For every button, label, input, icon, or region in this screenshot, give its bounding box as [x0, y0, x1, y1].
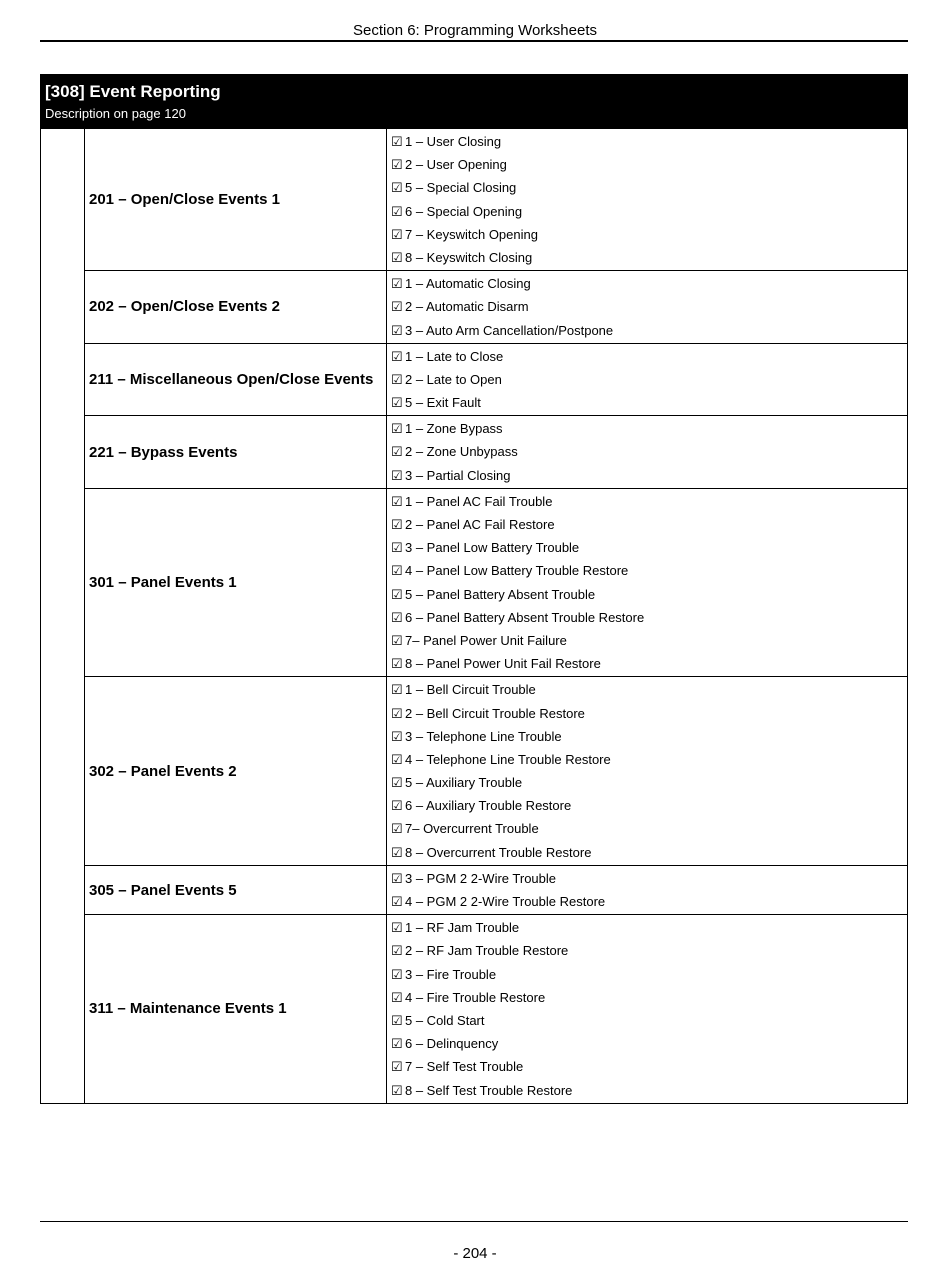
event-option-label: 1 – Automatic Closing — [405, 276, 531, 292]
event-option — [387, 176, 907, 199]
event-option-label: 2 – Late to Open — [405, 371, 502, 387]
checked-box-icon[interactable]: ☑ — [391, 775, 403, 791]
footer-divider — [40, 1221, 908, 1222]
event-option — [387, 841, 907, 864]
event-option — [387, 223, 907, 246]
event-option — [387, 939, 907, 962]
event-group-label: 201 – Open/Close Events 1 — [85, 129, 387, 271]
checked-box-icon[interactable]: ☑ — [391, 1059, 403, 1075]
event-option — [387, 130, 907, 153]
event-options-cell — [387, 488, 908, 677]
event-option-label: 2 – User Opening — [405, 157, 507, 173]
checked-box-icon[interactable]: ☑ — [391, 728, 403, 744]
event-option — [387, 1055, 907, 1078]
event-option — [387, 748, 907, 771]
event-option — [387, 345, 907, 368]
event-option — [387, 200, 907, 223]
event-group-row — [41, 271, 908, 344]
event-option-label: 7– Panel Power Unit Failure — [405, 632, 567, 648]
checked-box-icon[interactable]: ☑ — [391, 1036, 403, 1052]
event-option — [387, 916, 907, 939]
checked-box-icon[interactable]: ☑ — [391, 966, 403, 982]
checked-box-icon[interactable]: ☑ — [391, 276, 403, 292]
event-option-label: 6 – Delinquency — [405, 1036, 499, 1052]
checked-box-icon[interactable]: ☑ — [391, 348, 403, 364]
event-option — [387, 1079, 907, 1102]
event-group-row — [41, 865, 908, 914]
checked-box-icon[interactable]: ☑ — [391, 540, 403, 556]
checked-box-icon[interactable]: ☑ — [391, 421, 403, 437]
event-group-label: 302 – Panel Events 2 — [85, 677, 387, 866]
event-option — [387, 1032, 907, 1055]
header-divider — [40, 40, 908, 42]
checked-box-icon[interactable]: ☑ — [391, 299, 403, 315]
event-option-label: 8 – Panel Power Unit Fail Restore — [405, 656, 601, 672]
event-option-label: 3 – Partial Closing — [405, 467, 511, 483]
page-number: - 204 - — [453, 1245, 497, 1262]
event-option-label: 6 – Panel Battery Absent Trouble Restore — [405, 609, 645, 625]
event-options-cell — [387, 677, 908, 866]
event-option — [387, 246, 907, 269]
checked-box-icon[interactable]: ☑ — [391, 1012, 403, 1028]
event-option-label: 5 – Panel Battery Absent Trouble — [405, 586, 596, 602]
event-group-row — [41, 129, 908, 271]
checked-box-icon[interactable]: ☑ — [391, 844, 403, 860]
event-option — [387, 583, 907, 606]
event-option-label: 3 – Fire Trouble — [405, 966, 497, 982]
checked-box-icon[interactable]: ☑ — [391, 798, 403, 814]
event-option — [387, 272, 907, 295]
event-option-label: 7 – Self Test Trouble — [405, 1059, 524, 1075]
event-option-label: 8 – Keyswitch Closing — [405, 249, 533, 265]
event-option — [387, 368, 907, 391]
event-option — [387, 890, 907, 913]
event-options-cell — [387, 865, 908, 914]
event-option-label: 2 – Bell Circuit Trouble Restore — [405, 705, 585, 721]
event-group-row — [41, 915, 908, 1104]
event-option-label: 1 – Bell Circuit Trouble — [405, 682, 536, 698]
event-options-cell — [387, 416, 908, 489]
event-option — [387, 963, 907, 986]
event-option-label: 4 – Fire Trouble Restore — [405, 989, 546, 1005]
event-option — [387, 771, 907, 794]
event-group-row — [41, 488, 908, 677]
checked-box-icon[interactable]: ☑ — [391, 656, 403, 672]
checked-box-icon[interactable]: ☑ — [391, 563, 403, 579]
page-header: Section 6: Programming Worksheets — [353, 22, 597, 39]
event-option-label: 3 – Panel Low Battery Trouble — [405, 540, 580, 556]
event-option-label: 5 – Auxiliary Trouble — [405, 775, 523, 791]
event-option — [387, 702, 907, 725]
event-option — [387, 1009, 907, 1032]
event-option-label: 2 – Automatic Disarm — [405, 299, 529, 315]
checked-box-icon[interactable]: ☑ — [391, 920, 403, 936]
event-option — [387, 652, 907, 675]
event-options-cell — [387, 129, 908, 271]
event-option — [387, 417, 907, 440]
event-option-label: 4 – Panel Low Battery Trouble Restore — [405, 563, 629, 579]
checked-box-icon[interactable]: ☑ — [391, 989, 403, 1005]
event-option-label: 2 – Zone Unbypass — [405, 444, 518, 460]
checked-box-icon[interactable]: ☑ — [391, 226, 403, 242]
checked-box-icon[interactable]: ☑ — [391, 705, 403, 721]
event-option — [387, 986, 907, 1009]
checked-box-icon[interactable]: ☑ — [391, 322, 403, 338]
event-group-row — [41, 416, 908, 489]
event-option — [387, 629, 907, 652]
event-options-cell — [387, 343, 908, 416]
event-option-label: 1 – Late to Close — [405, 348, 504, 364]
checked-box-icon[interactable]: ☑ — [391, 682, 403, 698]
checked-box-icon[interactable]: ☑ — [391, 203, 403, 219]
event-option-label: 3 – Auto Arm Cancellation/Postpone — [405, 322, 614, 338]
checked-box-icon[interactable]: ☑ — [391, 444, 403, 460]
event-option — [387, 794, 907, 817]
event-option — [387, 440, 907, 463]
event-option — [387, 391, 907, 414]
event-option-label: 1 – User Closing — [405, 134, 502, 149]
event-option — [387, 606, 907, 629]
event-reporting-worksheet — [40, 74, 908, 1104]
event-group-label: 221 – Bypass Events — [85, 416, 387, 489]
checked-box-icon[interactable]: ☑ — [391, 943, 403, 959]
event-option-label: 6 – Special Opening — [405, 203, 523, 219]
event-option-label: 7 – Keyswitch Opening — [405, 226, 538, 242]
event-option — [387, 490, 907, 513]
event-table — [40, 128, 908, 1104]
worksheet-title: [308] Event Reporting — [45, 82, 221, 101]
event-option-label: 1 – Panel AC Fail Trouble — [405, 493, 553, 509]
checked-box-icon[interactable]: ☑ — [391, 395, 403, 411]
checked-box-icon[interactable]: ☑ — [391, 586, 403, 602]
checked-box-icon[interactable]: ☑ — [391, 493, 403, 509]
event-option — [387, 464, 907, 487]
event-group-label: 301 – Panel Events 1 — [85, 488, 387, 677]
event-option-label: 7– Overcurrent Trouble — [405, 821, 539, 837]
event-option — [387, 725, 907, 748]
checked-box-icon[interactable]: ☑ — [391, 821, 403, 837]
event-option — [387, 295, 907, 318]
event-group-label: 311 – Maintenance Events 1 — [85, 915, 387, 1104]
event-option — [387, 153, 907, 176]
checked-box-icon[interactable]: ☑ — [391, 609, 403, 625]
checked-box-icon[interactable]: ☑ — [391, 1082, 403, 1098]
event-option — [387, 536, 907, 559]
event-option-label: 5 – Cold Start — [405, 1012, 485, 1028]
checked-box-icon[interactable]: ☑ — [391, 371, 403, 387]
event-option — [387, 867, 907, 890]
checked-box-icon[interactable]: ☑ — [391, 134, 403, 149]
event-option — [387, 559, 907, 582]
event-option-label: 8 – Overcurrent Trouble Restore — [405, 844, 592, 860]
event-option — [387, 319, 907, 342]
event-option-label: 4 – PGM 2 2-Wire Trouble Restore — [405, 894, 606, 909]
event-group-label: 211 – Miscellaneous Open/Close Events — [85, 343, 387, 416]
event-option-label: 1 – Zone Bypass — [405, 421, 503, 437]
event-option-label: 2 – RF Jam Trouble Restore — [405, 943, 569, 959]
event-options-cell — [387, 271, 908, 344]
worksheet-title-bar — [40, 74, 908, 128]
worksheet-description: Description on page 120 — [45, 106, 186, 121]
event-group-row — [41, 677, 908, 866]
event-option-label: 6 – Auxiliary Trouble Restore — [405, 798, 572, 814]
event-option-label: 8 – Self Test Trouble Restore — [405, 1082, 573, 1098]
checked-box-icon[interactable]: ☑ — [391, 870, 403, 886]
event-group-row — [41, 343, 908, 416]
event-option-label: 5 – Exit Fault — [405, 395, 481, 411]
checked-box-icon[interactable]: ☑ — [391, 467, 403, 483]
event-option — [387, 817, 907, 840]
event-options-cell — [387, 915, 908, 1104]
event-option — [387, 678, 907, 701]
event-option-label: 4 – Telephone Line Trouble Restore — [405, 751, 611, 767]
checked-box-icon[interactable]: ☑ — [391, 751, 403, 767]
checked-box-icon[interactable]: ☑ — [391, 249, 403, 265]
event-option-label: 3 – Telephone Line Trouble — [405, 728, 562, 744]
checked-box-icon[interactable]: ☑ — [391, 180, 403, 196]
event-option-label: 1 – RF Jam Trouble — [405, 920, 520, 936]
event-group-label: 305 – Panel Events 5 — [85, 865, 387, 914]
checked-box-icon[interactable]: ☑ — [391, 517, 403, 532]
checked-box-icon[interactable]: ☑ — [391, 894, 403, 909]
event-group-label: 202 – Open/Close Events 2 — [85, 271, 387, 344]
checked-box-icon[interactable]: ☑ — [391, 632, 403, 648]
event-option-label: 3 – PGM 2 2-Wire Trouble — [405, 870, 556, 886]
event-option-label: 2 – Panel AC Fail Restore — [405, 517, 555, 532]
checked-box-icon[interactable]: ☑ — [391, 157, 403, 173]
blank-column-cell — [41, 129, 85, 1104]
event-option-label: 5 – Special Closing — [405, 180, 517, 196]
event-option — [387, 513, 907, 536]
